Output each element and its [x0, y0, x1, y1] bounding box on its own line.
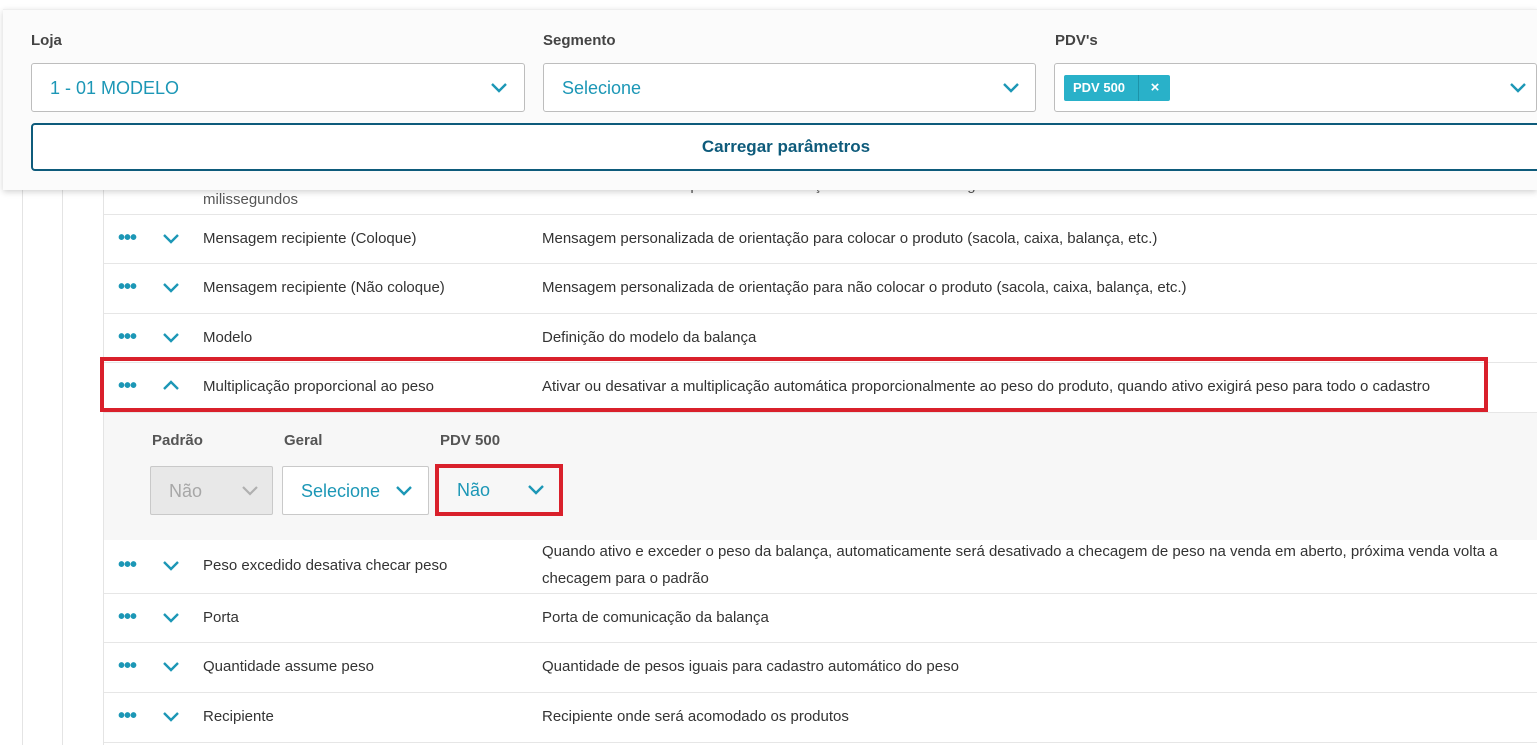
tree-rail — [62, 185, 63, 745]
row-menu-icon[interactable]: ••• — [118, 655, 137, 677]
row-name: Mensagem recipiente (Coloque) — [203, 230, 417, 247]
chevron-down-icon — [1002, 82, 1020, 94]
chevron-down-icon — [241, 485, 259, 497]
pdvs-label: PDV's — [1055, 32, 1098, 49]
filter-header — [3, 9, 1537, 190]
padrao-value: Não — [169, 481, 203, 501]
chevron-down-icon[interactable] — [162, 332, 180, 344]
row-name: Multiplicação proporcional ao peso — [203, 378, 434, 395]
geral-value: Selecione — [301, 481, 381, 501]
row-menu-icon[interactable]: ••• — [118, 554, 137, 576]
row-highlight-box — [100, 357, 1488, 412]
tree-rail — [22, 185, 23, 745]
geral-label: Geral — [284, 432, 323, 449]
load-parameters-button[interactable]: Carregar parâmetros — [31, 123, 1537, 171]
pdvs-multiselect[interactable] — [1054, 63, 1537, 112]
chevron-down-icon[interactable] — [162, 233, 180, 245]
row-description: Mensagem personalizada de orientação para colocar o produto (sacola, caixa, balança, etc.) — [542, 230, 1158, 247]
chevron-down-icon — [490, 82, 508, 94]
row-description: Definição do modelo da balança — [542, 329, 757, 346]
segmento-select[interactable] — [543, 63, 1036, 112]
row-description: Mensagem personalizada de orientação para não colocar o produto (sacola, caixa, balança, etc.) — [542, 279, 1187, 296]
row-menu-icon[interactable]: ••• — [118, 326, 137, 348]
segmento-label: Segmento — [543, 32, 616, 49]
row-name: Modelo — [203, 329, 253, 346]
row-description: Quando ativo e exceder o peso da balança, automaticamente será desativado a checagem de peso na venda em aberto, próxima venda volta a checagem para o padrão — [542, 543, 1498, 587]
row-description: Quantidade de pesos iguais para cadastro automático do peso — [542, 658, 959, 675]
row-menu-icon[interactable]: ••• — [118, 276, 137, 298]
row-name: Recipiente — [203, 708, 274, 725]
table-row — [104, 540, 1537, 594]
table-row — [104, 693, 1537, 743]
pdv-select-highlight-box — [435, 464, 563, 516]
chevron-down-icon[interactable] — [162, 612, 180, 624]
table-row — [104, 264, 1537, 314]
row-name: Peso excedido desativa checar peso — [203, 557, 448, 574]
loja-select[interactable] — [31, 63, 525, 112]
chevron-down-icon[interactable] — [162, 282, 180, 294]
table-row — [104, 594, 1537, 643]
chevron-down-icon[interactable] — [162, 711, 180, 723]
table-row — [104, 215, 1537, 264]
row-name: milissegundos — [203, 191, 299, 208]
row-description: Recipiente onde será acomodado os produtos — [542, 708, 849, 725]
geral-select[interactable] — [282, 466, 429, 515]
loja-value: 1 - 01 MODELO — [50, 78, 180, 98]
row-description: Ativar ou desativar a multiplicação automática proporcionalmente ao peso do produto, quando ativo exigirá peso para todo o cadastro — [542, 378, 1431, 395]
row-description: Porta de comunicação da balança — [542, 609, 769, 626]
pdv-tag-label: PDV 500 — [1073, 80, 1126, 95]
pdv-value: Não — [457, 480, 491, 500]
parameter-values-panel — [104, 413, 1537, 540]
segmento-value: Selecione — [562, 78, 642, 98]
row-menu-icon[interactable]: ••• — [118, 606, 137, 628]
row-menu-icon[interactable]: ••• — [118, 227, 137, 249]
row-menu-icon[interactable]: ••• — [118, 375, 137, 397]
row-name: Quantidade assume peso — [203, 658, 374, 675]
pdv-tag — [1064, 75, 1170, 101]
padrao-select — [150, 466, 273, 515]
table-row — [104, 643, 1537, 693]
chevron-down-icon — [395, 485, 413, 497]
chevron-down-icon — [1509, 82, 1527, 94]
row-name: Porta — [203, 609, 239, 626]
chevron-down-icon[interactable] — [162, 661, 180, 673]
close-icon[interactable]: × — [1138, 75, 1171, 101]
table-row — [104, 314, 1537, 363]
row-menu-icon[interactable]: ••• — [118, 705, 137, 727]
row-name: Mensagem recipiente (Não coloque) — [203, 279, 445, 296]
chevron-down-icon[interactable] — [162, 560, 180, 572]
pdv-label: PDV 500 — [440, 432, 501, 449]
padrao-label: Padrão — [152, 432, 203, 449]
loja-label: Loja — [31, 32, 62, 49]
